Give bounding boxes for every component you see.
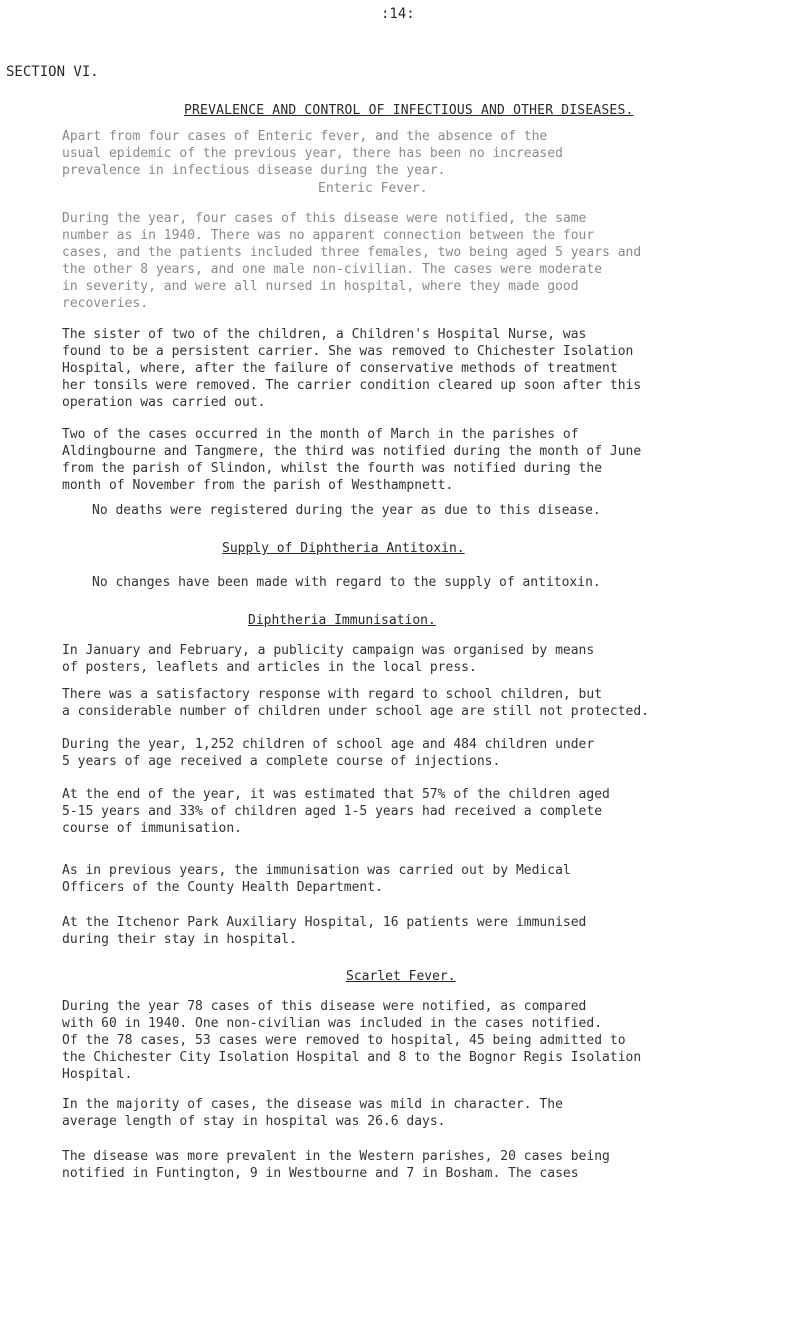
section-heading: SECTION VI. [6,64,99,80]
intro-paragraph: Apart from four cases of Enteric fever, and the absence of the usual epidemic of the previous year, there has been no increased prevalence in infectious disease during the year. [62,129,563,178]
enteric-paragraph-4: No deaths were registered during the year as due to this disease. [92,503,601,518]
enteric-fever-heading: Enteric Fever. [318,181,428,196]
scarlet-paragraph-2: In the majority of cases, the disease was mild in character. The average length of stay in hospital was 26.6 days. [62,1097,563,1129]
immunisation-paragraph-1: In January and February, a publicity campaign was organised by means of posters, leaflets and articles in the local press. [62,643,595,675]
enteric-paragraph-3: Two of the cases occurred in the month of March in the parishes of Aldingbourne and Tangmere, the third was notified during the month of June from the parish of Slindon, whilst the fourth was notified during the month of November from the parish of Westhampnett. [62,427,642,493]
page-title: PREVALENCE AND CONTROL OF INFECTIOUS AND OTHER DISEASES. [184,103,634,118]
immunisation-paragraph-2: There was a satisfactory response with regard to school children, but a considerable number of children under school age are still not protected. [62,687,649,719]
immunisation-paragraph-5: As in previous years, the immunisation was carried out by Medical Officers of the County Health Department. [62,863,571,895]
scarlet-paragraph-3: The disease was more prevalent in the Western parishes, 20 cases being notified in Funtington, 9 in Westbourne and 7 in Bosham. The cases [62,1149,610,1181]
scarlet-paragraph-1: During the year 78 cases of this disease were notified, as compared with 60 in 1940. One non-civilian was included in the cases notified. Of the 78 cases, 53 cases were removed to hospital, 45 being admitted to the Chichester City Isolation Hospital and 8 to the Bognor Regis Isolation Hospital. [62,999,642,1082]
immunisation-paragraph-3: During the year, 1,252 children of school age and 484 children under 5 years of age received a complete course of injections. [62,737,595,769]
enteric-paragraph-2: The sister of two of the children, a Children's Hospital Nurse, was found to be a persistent carrier. She was removed to Chichester Isolation Hospital, where, after the failure of conservative methods of treatment her tonsils were removed. The carrier condition cleared up soon after this operation was carried out. [62,327,642,410]
antitoxin-heading: Supply of Diphtheria Antitoxin. [222,541,465,556]
immunisation-heading: Diphtheria Immunisation. [248,613,436,628]
immunisation-paragraph-4: At the end of the year, it was estimated that 57% of the children aged 5-15 years and 33% of children aged 1-5 years had received a complete course of immunisation. [62,787,610,836]
page-number: :14: [381,6,415,22]
scarlet-fever-heading: Scarlet Fever. [346,969,456,984]
immunisation-paragraph-6: At the Itchenor Park Auxiliary Hospital, 16 patients were immunised during their stay in hospital. [62,915,587,947]
antitoxin-paragraph: No changes have been made with regard to the supply of antitoxin. [92,575,601,590]
enteric-paragraph-1: During the year, four cases of this disease were notified, the same number as in 1940. There was no apparent connection between the four cases, and the patients included three females, two being aged 5 years and the other 8 years, and one male non-civilian. The cases were moderate in severity, and were all nursed in hospital, where they made good recoveries. [62,211,642,311]
